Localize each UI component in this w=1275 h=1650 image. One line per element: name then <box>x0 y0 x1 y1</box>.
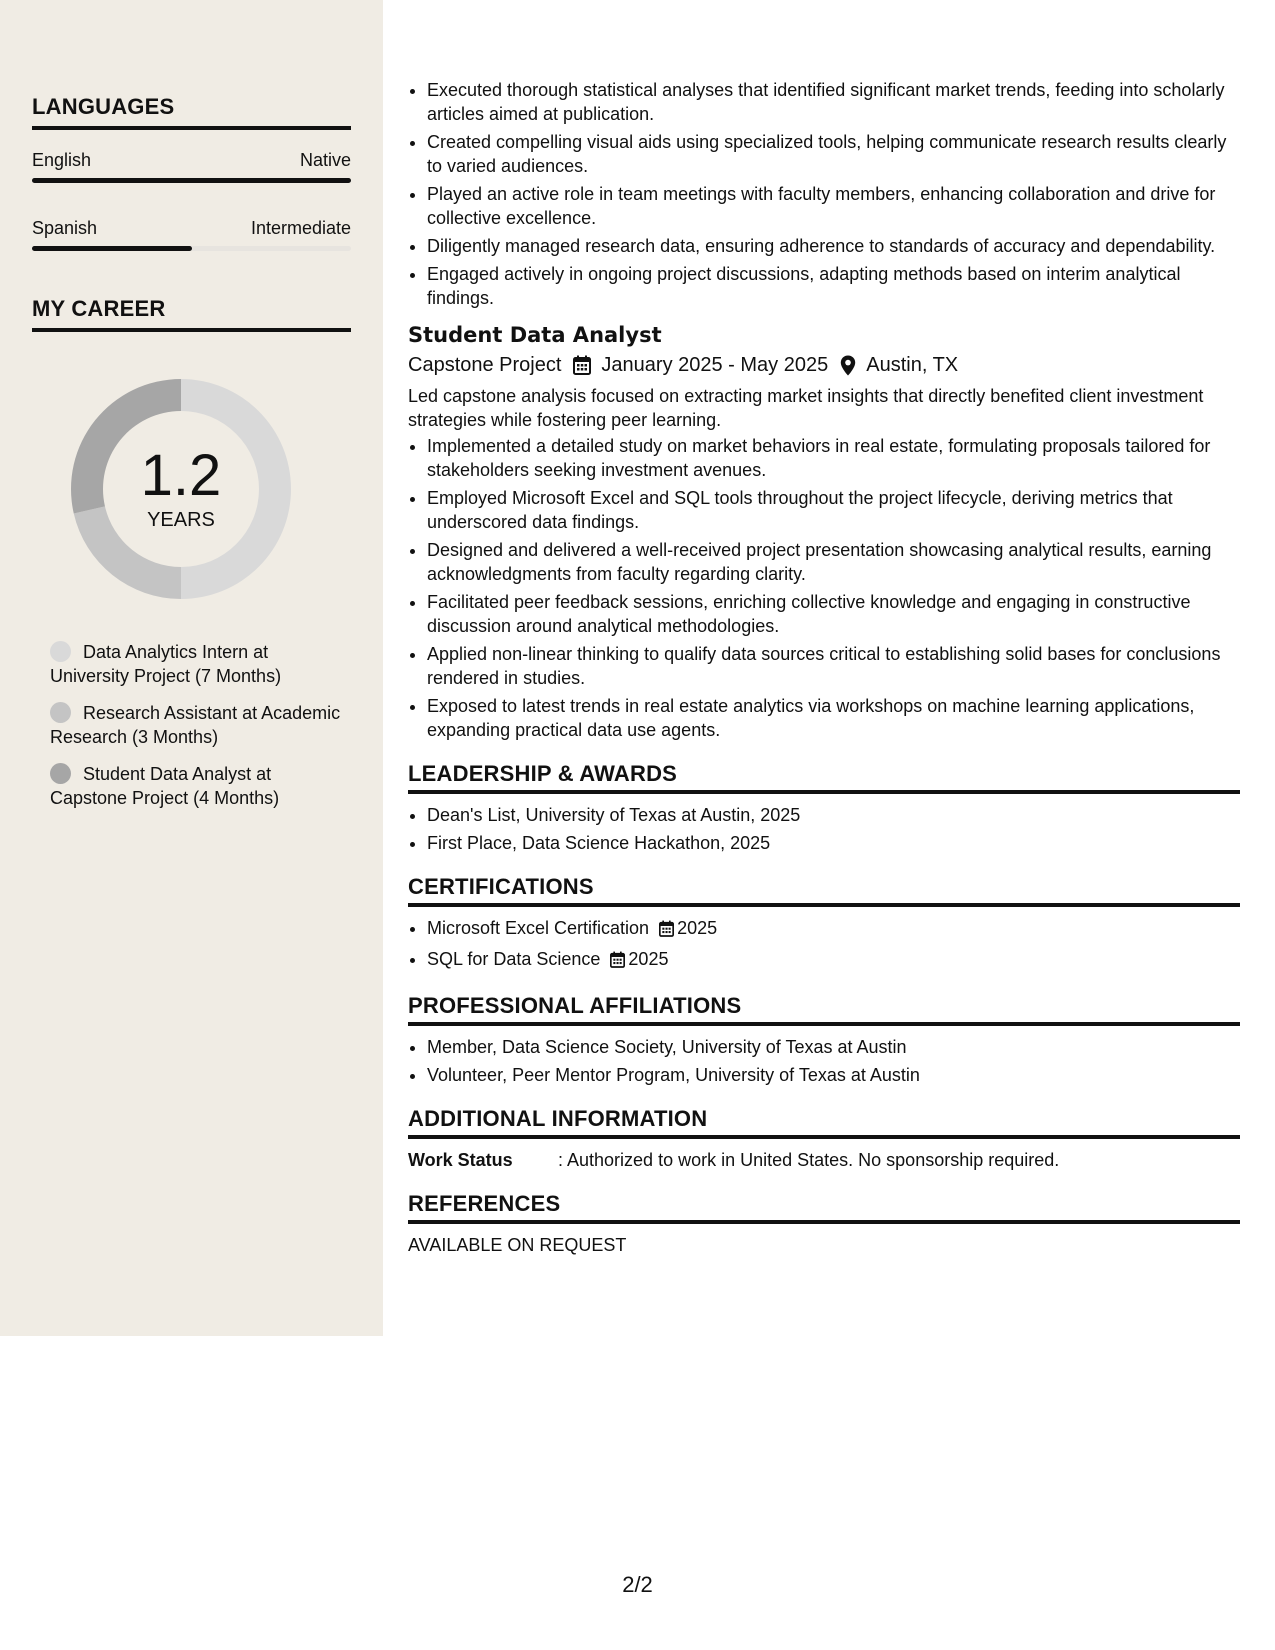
career-legend-item <box>50 762 351 810</box>
bullet-item: • Executed thorough statistical analyses that identified significant market trends, feeding into scholarly articles aimed at publication. <box>427 78 1240 126</box>
language-proficiency-fill <box>32 178 351 183</box>
career-donut-center <box>66 374 296 604</box>
work-status-row <box>408 1148 1240 1172</box>
certification-year: 2025 <box>628 949 669 969</box>
career-heading: MY CAREER <box>32 296 351 332</box>
affiliations-heading: PROFESSIONAL AFFILIATIONS <box>408 994 1240 1026</box>
bullet-item: • Engaged actively in ongoing project discussions, adapting methods based on interim analytical findings. <box>427 262 1240 310</box>
language-proficiency-bar <box>32 178 351 183</box>
career-legend-item <box>50 640 351 688</box>
certification-item <box>427 916 1240 943</box>
career-donut-chart <box>66 374 296 604</box>
career-legend-label: Student Data Analyst at Capstone Project (4 Months) <box>50 764 280 808</box>
language-item <box>32 218 351 251</box>
legend-dot <box>50 763 71 784</box>
bullet-item: • First Place, Data Science Hackathon, 2025 <box>427 831 1240 855</box>
career-legend <box>50 640 351 810</box>
job-bullets <box>408 434 1240 742</box>
calendar-icon <box>659 919 674 943</box>
bullet-item: • Exposed to latest trends in real estate analytics via workshops on machine learning applications, expanding practical data use agents. <box>427 694 1240 742</box>
bullet-item: • Volunteer, Peer Mentor Program, University of Texas at Austin <box>427 1063 1240 1087</box>
previous-job-bullets <box>408 78 1240 310</box>
language-item <box>32 150 351 183</box>
bullet-item: • Played an active role in team meetings with faculty members, enhancing collaboration and drive for collective excellence. <box>427 182 1240 230</box>
certification-name: Microsoft Excel Certification <box>427 918 650 938</box>
bullet-item: • Member, Data Science Society, University of Texas at Austin <box>427 1035 1240 1059</box>
certification-name: SQL for Data Science <box>427 949 601 969</box>
language-name: English <box>32 150 92 170</box>
bullet-item: • Facilitated peer feedback sessions, enriching collective knowledge and engaging in constructive discussion around analytical methodologies. <box>427 590 1240 638</box>
career-total: 1.2 <box>140 442 222 508</box>
career-legend-label: Research Assistant at Academic Research (3 Months) <box>50 703 341 747</box>
bullet-item: • Diligently managed research data, ensuring adherence to standards of accuracy and dependability. <box>427 234 1240 258</box>
legend-dot <box>50 641 71 662</box>
work-status-value: : Authorized to work in United States. No sponsorship required. <box>558 1150 1060 1170</box>
calendar-icon <box>573 355 591 375</box>
certification-year: 2025 <box>677 918 718 938</box>
languages-heading: LANGUAGES <box>32 94 351 130</box>
job-meta <box>408 350 1240 380</box>
leadership-heading: LEADERSHIP & AWARDS <box>408 762 1240 794</box>
language-name: Spanish <box>32 218 98 238</box>
career-unit: YEARS <box>147 508 215 531</box>
certifications-heading: CERTIFICATIONS <box>408 875 1240 907</box>
page-number: 2/2 <box>622 1572 653 1597</box>
sidebar <box>0 0 383 1336</box>
languages-list <box>32 150 351 251</box>
language-proficiency-bar <box>32 246 351 251</box>
language-level: Intermediate <box>250 218 351 238</box>
job-summary: Led capstone analysis focused on extracting market insights that directly benefited client investment strategies while fostering peer learning. <box>408 386 1204 430</box>
leadership-list <box>408 803 1240 855</box>
calendar-icon <box>610 950 625 974</box>
bullet-item: • Created compelling visual aids using specialized tools, helping communicate research results clearly to varied audiences. <box>427 130 1240 178</box>
map-pin-icon <box>840 355 856 376</box>
language-level: Native <box>299 150 351 170</box>
job-title: Student Data Analyst <box>408 323 662 347</box>
affiliations-list <box>408 1035 1240 1087</box>
bullet-item: • Applied non-linear thinking to qualify data sources critical to establishing solid bases for conclusions rendered in studies. <box>427 642 1240 690</box>
references-text: AVAILABLE ON REQUEST <box>408 1235 627 1255</box>
language-proficiency-fill <box>32 246 192 251</box>
certification-item <box>427 947 1240 974</box>
job-location: Austin, TX <box>866 354 959 376</box>
additional-info-heading: ADDITIONAL INFORMATION <box>408 1107 1240 1139</box>
job-entry <box>408 320 1240 742</box>
job-dates: January 2025 - May 2025 <box>601 354 829 376</box>
career-legend-item <box>50 701 351 749</box>
career-legend-label: Data Analytics Intern at University Project (7 Months) <box>50 642 282 686</box>
work-status-label: Work Status <box>408 1150 513 1170</box>
certifications-list <box>408 916 1240 974</box>
job-company: Capstone Project <box>408 354 562 376</box>
bullet-item: • Dean's List, University of Texas at Austin, 2025 <box>427 803 1240 827</box>
main-content <box>408 78 1240 1257</box>
bullet-item: • Employed Microsoft Excel and SQL tools throughout the project lifecycle, deriving metrics that underscored data findings. <box>427 486 1240 534</box>
bullet-item: • Implemented a detailed study on market behaviors in real estate, formulating proposals tailored for stakeholders seeking investment avenues. <box>427 434 1240 482</box>
bullet-item: • Designed and delivered a well-received project presentation showcasing analytical results, earning acknowledgments from faculty regarding clarity. <box>427 538 1240 586</box>
references-heading: REFERENCES <box>408 1192 1240 1224</box>
legend-dot <box>50 702 71 723</box>
